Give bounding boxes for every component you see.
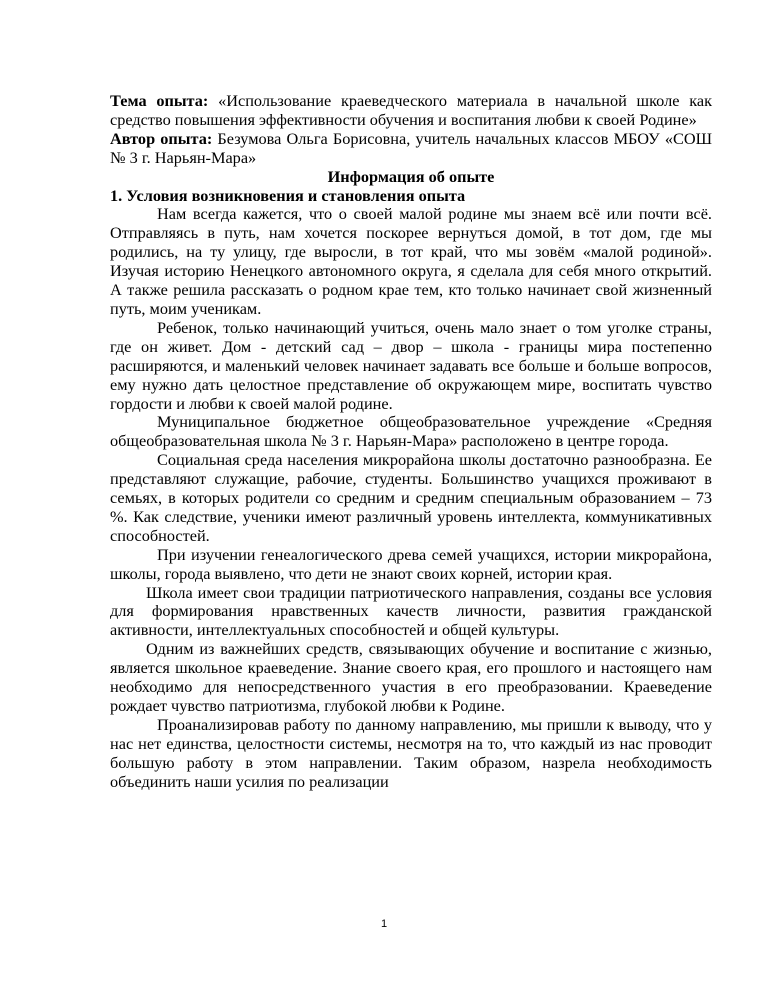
author-line [110,130,712,168]
paragraph-3: Муниципальное бюджетное общеобразовательное учреждение «Средняя общеобразовательная школа № 3 г. Нарьян-Мара» расположено в центре города. [110,412,712,451]
author-text: Безумова Ольга Борисовна, учитель начальных классов МБОУ «СОШ № 3 г. Нарьян-Мара» [110,128,713,167]
section-title: Информация об опыте [327,166,495,186]
paragraph-8: Проанализировав работу по данному направлению, мы пришли к выводу, что у нас нет единства, целостности системы, несмотря на то, что каждый из нас проводит большую работу в этом направлении. Таким образом, назрела необходимость объединить наши усилия по реализации [110,714,712,791]
paragraph-2: Ребенок, только начинающий учиться, очень мало знает о том уголке страны, где он живет. Дом - детский сад – двор – школа - границы мира постепенно расширяются, и маленький человек начинает задавать все больше и больше вопросов, ему нужно дать целостное представление об окружающем мире, воспитать чувство гордости и любви к своей малой родине. [110,317,712,413]
paragraph-4: Социальная среда населения микрорайона школы достаточно разнообразна. Ее представляют служащие, рабочие, студенты. Большинство учащихся проживают в семьях, в которых родители со средним и средним специальным образованием – 73 %. Как следствие, ученики имеют различный уровень интеллекта, коммуникативных способностей. [110,450,712,545]
paragraph-5: При изучении генеалогического древа семей учащихся, истории микрорайона, школы, города выявлено, что дети не знают своих корней, истории края. [110,544,712,583]
author-label: Автор опыта: [110,128,213,148]
subsection-title: 1. Условия возникновения и становления опыта [110,185,466,205]
paragraph-6: Школа имеет свои традиции патриотического направления, созданы все условия для формирования нравственных качеств личности, развития гражданской активности, интеллектуальных способностей и общей культуры. [110,582,712,640]
document-page [110,92,712,792]
paragraph-7: Одним из важнейших средств, связывающих обучение и воспитание с жизнью, является школьное краеведение. Знание своего края, его прошлого и настоящего нам необходимо для непосредственного участия в его преобразовании. Краеведение рождает чувство патриотизма, глубокой любви к Родине. [110,639,712,715]
topic-line [110,92,712,130]
paragraph-1: Нам всегда кажется, что о своей малой родине мы знаем всё или почти всё. Отправляясь в путь, нам хочется поскорее вернуться домой, в тот дом, где мы родились, на ту улицу, где выросли, в тот край, что мы зовём «малой родиной». Изучая историю Ненецкого автономного округа, я сделала для себя много открытий. А также решила рассказать о родном крае тем, кто только начинает свой жизненный путь, моим ученикам. [110,204,712,318]
topic-label: Тема опыта: [110,91,209,110]
topic-text: «Использование краеведческого материала в начальной школе как средство повышения эффективности обучения и воспитания любви к своей Родине» [110,91,712,129]
page-number: 1 [380,918,388,930]
